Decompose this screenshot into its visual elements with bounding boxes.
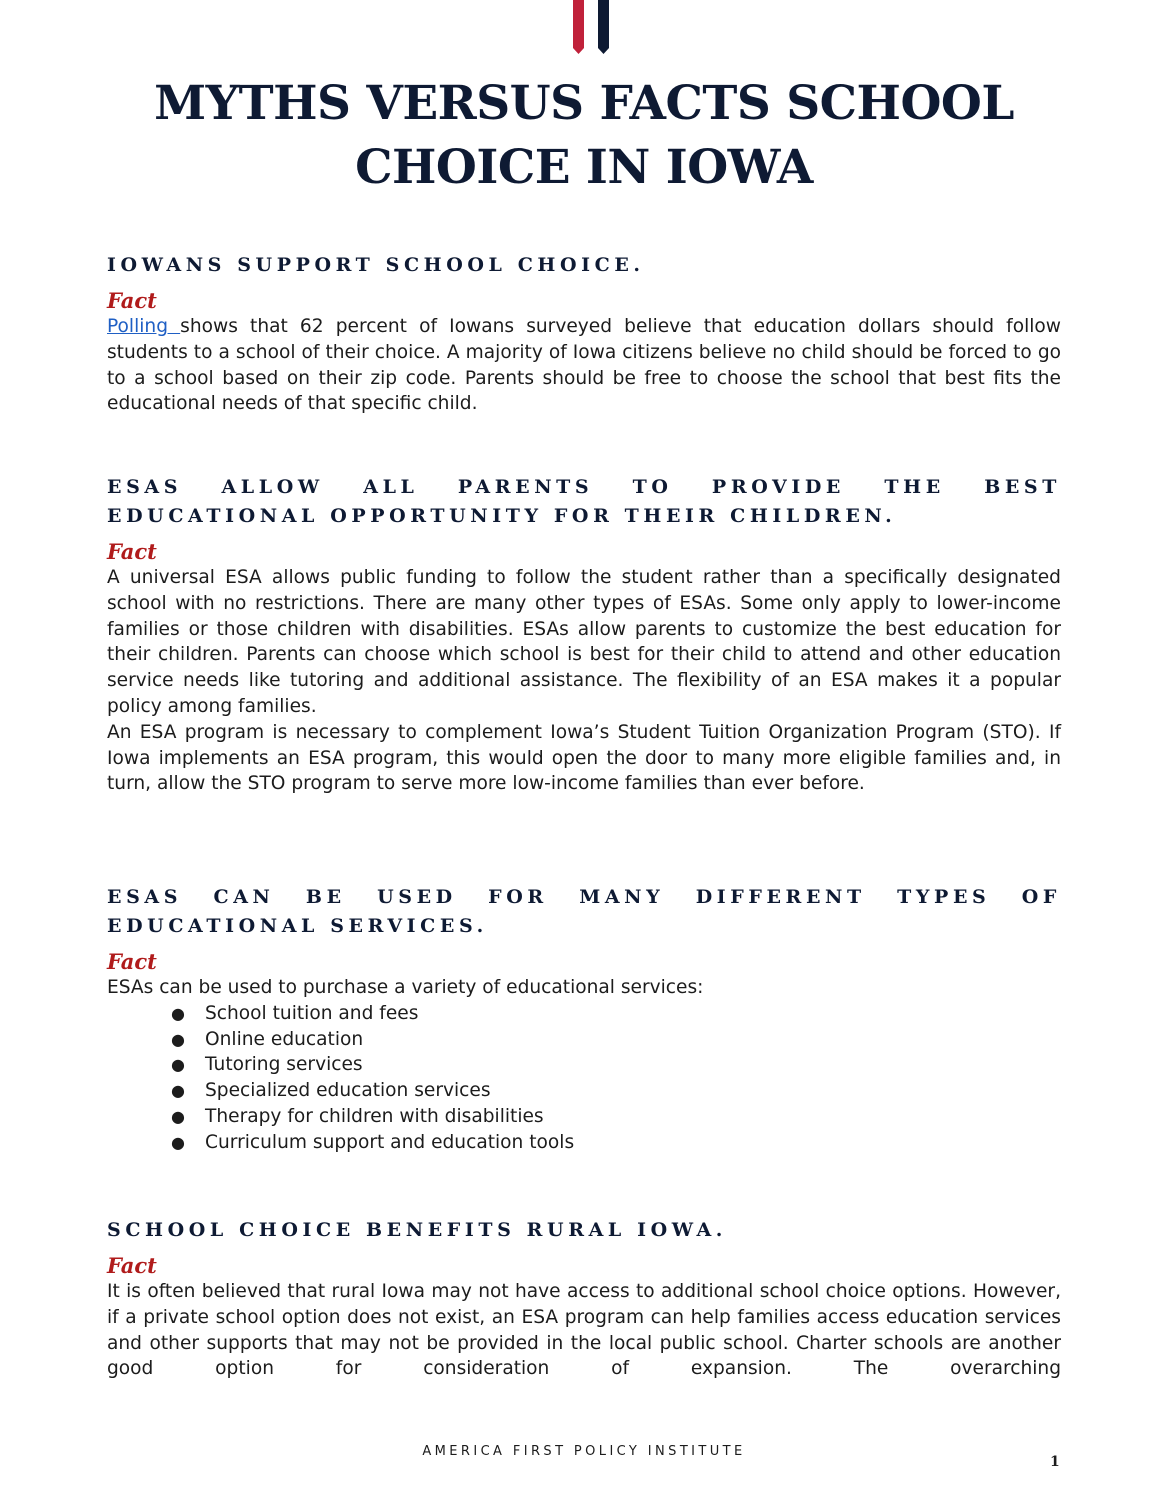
bullet-icon: ● bbox=[171, 1106, 185, 1126]
bullet-icon: ● bbox=[171, 1029, 185, 1049]
page-title bbox=[0, 72, 1168, 200]
section-paragraph: An ESA program is necessary to complement Iowa’s Student Tuition Organization Program (STO). If Iowa implements an ESA program, this would open the door to many more eligible families and, in turn, allow the STO program to serve more low-income families than ever before. bbox=[107, 721, 1061, 795]
polling-link[interactable]: Polling bbox=[107, 316, 181, 337]
list-item: ● Tutoring services bbox=[107, 1052, 1061, 1078]
list-item: ● Curriculum support and education tools bbox=[107, 1130, 1061, 1156]
section-paragraph: A universal ESA allows public funding to follow the student rather than a specifically designated school with no restrictions. There are many other types of ESAs. Some only apply to lower-income families or those children with disabilities. ESAs allow parents to customize the best education for their children. Parents can choose which school is best for their child to attend and other education service needs like tutoring and additional assistance. The flexibility of an ESA makes it a popular policy among families. bbox=[107, 567, 1061, 717]
footer-organization: AMERICA FIRST POLICY INSTITUTE bbox=[422, 1444, 746, 1459]
list-item: ● Therapy for children with disabilities bbox=[107, 1104, 1061, 1130]
bullet-icon: ● bbox=[171, 1132, 185, 1152]
section-esas-services bbox=[107, 883, 1061, 1156]
section-paragraph bbox=[107, 314, 1061, 417]
afpi-logo-icon bbox=[573, 0, 609, 54]
fact-label: Fact bbox=[107, 1253, 157, 1278]
section-heading: ESAS ALLOW ALL PARENTS TO PROVIDE THE BEST EDUCATIONAL OPPORTUNITY FOR THEIR CHILDREN. bbox=[107, 476, 1061, 527]
page-number: 1 bbox=[1050, 1454, 1060, 1470]
list-item: ● Specialized education services bbox=[107, 1078, 1061, 1104]
section-iowans-support bbox=[107, 251, 1061, 417]
bullet-icon: ● bbox=[171, 1081, 185, 1101]
list-item: ● Online education bbox=[107, 1027, 1061, 1053]
paragraph-text: shows that 62 percent of Iowans surveyed believe that education dollars should follow students to a school of their choice. A majority of Iowa citizens believe no child should be forced to go to a school based on their zip code. Parents should be free to choose the school that best fits the educational needs of that specific child. bbox=[107, 316, 1061, 415]
bullet-icon: ● bbox=[171, 1055, 185, 1075]
section-heading: SCHOOL CHOICE BENEFITS RURAL IOWA. bbox=[107, 1219, 728, 1241]
page-title-line-2: CHOICE IN IOWA bbox=[355, 140, 813, 195]
list-intro: ESAs can be used to purchase a variety of educational services: bbox=[107, 977, 704, 998]
fact-label: Fact bbox=[107, 288, 157, 313]
section-rural-iowa bbox=[107, 1216, 1061, 1382]
section-paragraph: It is often believed that rural Iowa may not have access to additional school choice options. However, if a private school option does not exist, an ESA program can help families access education services and other supports that may not be provided in the local public school. Charter schools are another good option for consideration of expansion. The overarching bbox=[107, 1281, 1061, 1380]
page-title-line-1: MYTHS VERSUS FACTS SCHOOL bbox=[154, 76, 1014, 131]
section-heading: ESAS CAN BE USED FOR MANY DIFFERENT TYPES OF EDUCATIONAL SERVICES. bbox=[107, 886, 1061, 937]
section-esas-allow-parents bbox=[107, 473, 1061, 797]
bullet-icon: ● bbox=[171, 1003, 185, 1023]
fact-label: Fact bbox=[107, 539, 157, 564]
section-heading: IOWANS SUPPORT SCHOOL CHOICE. bbox=[107, 254, 645, 276]
fact-label: Fact bbox=[107, 949, 157, 974]
list-item: ● School tuition and fees bbox=[107, 1001, 1061, 1027]
services-list bbox=[107, 1001, 1061, 1156]
